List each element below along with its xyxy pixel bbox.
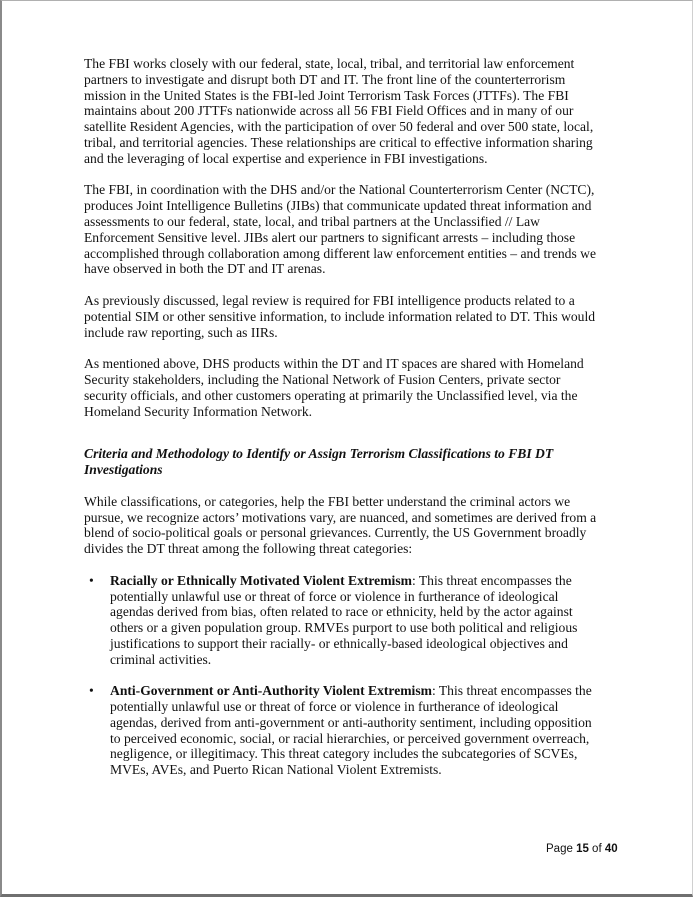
category-description: : This threat encompasses the potentially unlawful use or threat of force or violence in furtherance of ideological agendas derived from bias, often related to race or ethnicity, held by the actor against others or a given population group. RMVEs purport to use both political and religious justifications to support their racially- or ethnically-based ideological objectives and criminal activities. xyxy=(110,572,578,667)
total-page-count: 40 xyxy=(604,843,618,855)
section-heading: Criteria and Methodology to Identify or Assign Terrorism Classifications to FBI DT Investigations xyxy=(84,446,554,478)
page-number-footer xyxy=(546,843,618,855)
category-description: : This threat encompasses the potentially unlawful use or threat of force or violence in furtherance of ideological agendas, derived from anti-government or anti-authority sentiment, including opposition to perceived economic, social, or racial hierarchies, or perceived government overreach, negligence, or illegitimacy. This threat category includes the subcategories of SCVEs, MVEs, AVEs, and Puerto Rican National Violent Extremists. xyxy=(110,683,592,778)
section-intro: While classifications, or categories, help the FBI better understand the criminal actors we pursue, we recognize actors’ motivations vary, are nuanced, and sometimes are derived from a blend of socio-political goals or personal grievances. Currently, the US Government broadly divides the DT threat among the following threat categories: xyxy=(84,493,597,557)
page-body xyxy=(84,56,604,794)
paragraph-legal-review: As previously discussed, legal review is required for FBI intelligence products related to a potential SIM or other sensitive information, to include information related to DT. This would include raw reporting, such as IIRs. xyxy=(84,292,596,340)
page-label: Page xyxy=(546,843,577,855)
bullet-icon: • xyxy=(89,683,94,699)
category-term: Racially or Ethnically Motivated Violent Extremism xyxy=(110,572,412,588)
paragraph-jib: The FBI, in coordination with the DHS and/or the National Counterterrorism Center (NCTC), produces Joint Intelligence Bulletins (JIBs) that communicate updated threat information and assessments to our federal, state, local, and tribal partners at the Unclassified // Law Enforcement Sensitive level. JIBs alert our partners to significant arrests – including those accomplished through collaboration among different law enforcement entities – and trends we have observed in both the DT and IT arenas. xyxy=(84,182,596,277)
list-item xyxy=(84,573,604,668)
threat-category-list xyxy=(84,573,604,778)
paragraph-dhs-products: As mentioned above, DHS products within the DT and IT spaces are shared with Homeland Security stakeholders, including the National Network of Fusion Centers, private sector security officials, and other customers operating at primarily the Unclassified level, via the Homeland Security Information Network. xyxy=(84,356,584,419)
list-item xyxy=(84,683,604,778)
bullet-icon: • xyxy=(89,572,94,588)
of-label: of xyxy=(588,843,605,855)
category-term: Anti-Government or Anti-Authority Violent Extremism xyxy=(110,683,432,699)
current-page-number: 15 xyxy=(576,843,589,855)
paragraph-jttf: The FBI works closely with our federal, state, local, tribal, and territorial law enforcement partners to investigate and disrupt both DT and IT. The front line of the counterterrorism mission in the United States is the FBI-led Joint Terrorism Task Forces (JTTFs). The FBI maintains about 200 JTTFs nationwide across all 56 FBI Field Offices and in many of our satellite Resident Agencies, with the participation of over 50 federal and over 500 state, local, tribal, and territorial agencies. These relationships are critical to effective information sharing and the leveraging of local expertise and experience in FBI investigations. xyxy=(84,56,594,166)
